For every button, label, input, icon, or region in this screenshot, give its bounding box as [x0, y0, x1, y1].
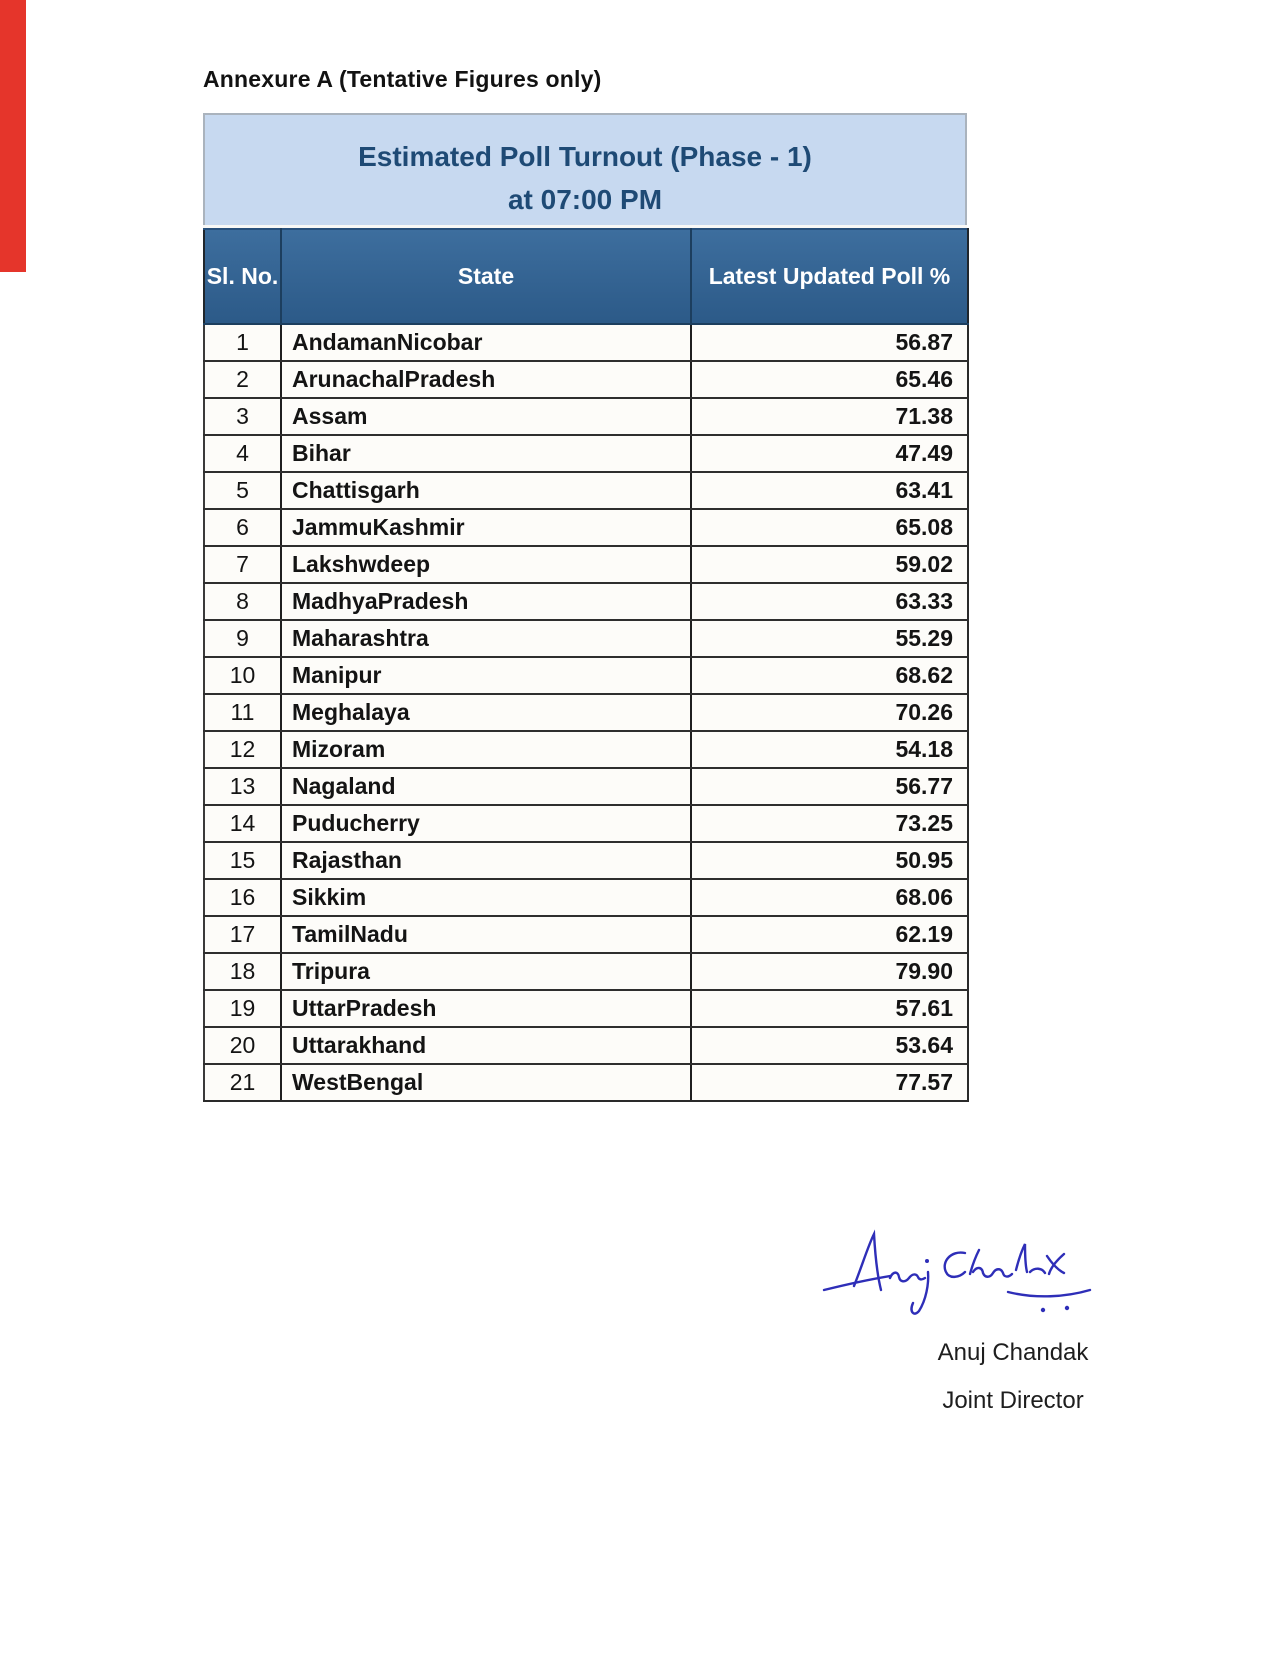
- cell-state: UttarPradesh: [281, 990, 691, 1027]
- table-row: [204, 879, 968, 916]
- cell-sl-no: 10: [204, 657, 281, 694]
- cell-state: Manipur: [281, 657, 691, 694]
- cell-poll: 73.25: [691, 805, 968, 842]
- cell-poll: 56.77: [691, 768, 968, 805]
- signature-ink: [810, 1226, 1110, 1326]
- annexure-heading: Annexure A (Tentative Figures only): [203, 66, 602, 92]
- cell-sl-no: 19: [204, 990, 281, 1027]
- cell-poll: 47.49: [691, 435, 968, 472]
- poll-turnout-table: [203, 113, 967, 1102]
- cell-poll: 56.87: [691, 324, 968, 361]
- cell-state: Chattisgarh: [281, 472, 691, 509]
- cell-state: WestBengal: [281, 1064, 691, 1101]
- cell-state: Assam: [281, 398, 691, 435]
- col-header-state: State: [281, 229, 691, 324]
- table-row: [204, 546, 968, 583]
- table-row: [204, 324, 968, 361]
- cell-state: AndamanNicobar: [281, 324, 691, 361]
- table-row: [204, 1064, 968, 1101]
- table-row: [204, 805, 968, 842]
- signatory-title: Joint Director: [942, 1387, 1084, 1414]
- header-row: [204, 229, 968, 324]
- table-row: [204, 620, 968, 657]
- cell-sl-no: 6: [204, 509, 281, 546]
- col-header-sl-no: Sl. No.: [204, 229, 281, 324]
- table-row: [204, 583, 968, 620]
- cell-poll: 59.02: [691, 546, 968, 583]
- cell-poll: 65.08: [691, 509, 968, 546]
- cell-state: Sikkim: [281, 879, 691, 916]
- cell-poll: 63.33: [691, 583, 968, 620]
- table-row: [204, 916, 968, 953]
- cell-state: Mizoram: [281, 731, 691, 768]
- cell-poll: 68.62: [691, 657, 968, 694]
- cell-sl-no: 13: [204, 768, 281, 805]
- table-row: [204, 435, 968, 472]
- cell-poll: 63.41: [691, 472, 968, 509]
- table-title-line2: at 07:00 PM: [507, 184, 663, 215]
- table-row: [204, 731, 968, 768]
- cell-sl-no: 9: [204, 620, 281, 657]
- red-stripe-marker: [0, 0, 26, 272]
- cell-poll: 62.19: [691, 916, 968, 953]
- cell-sl-no: 2: [204, 361, 281, 398]
- table-row: [204, 953, 968, 990]
- table-row: [204, 472, 968, 509]
- cell-state: Uttarakhand: [281, 1027, 691, 1064]
- table-row: [204, 657, 968, 694]
- table-row: [204, 1027, 968, 1064]
- cell-poll: 57.61: [691, 990, 968, 1027]
- cell-state: MadhyaPradesh: [281, 583, 691, 620]
- cell-state: Rajasthan: [281, 842, 691, 879]
- cell-sl-no: 17: [204, 916, 281, 953]
- cell-poll: 54.18: [691, 731, 968, 768]
- cell-poll: 71.38: [691, 398, 968, 435]
- cell-sl-no: 11: [204, 694, 281, 731]
- cell-state: TamilNadu: [281, 916, 691, 953]
- cell-poll: 50.95: [691, 842, 968, 879]
- cell-state: Bihar: [281, 435, 691, 472]
- col-header-poll-pct: Latest Updated Poll %: [691, 229, 968, 324]
- cell-state: Lakshwdeep: [281, 546, 691, 583]
- cell-state: ArunachalPradesh: [281, 361, 691, 398]
- signatory-block: [863, 1338, 1163, 1416]
- cell-sl-no: 5: [204, 472, 281, 509]
- cell-poll: 68.06: [691, 879, 968, 916]
- table-body: [204, 324, 968, 1101]
- table-title-line1: Estimated Poll Turnout (Phase - 1): [358, 141, 812, 172]
- signatory-name: Anuj Chandak: [937, 1339, 1089, 1366]
- table-row: [204, 361, 968, 398]
- cell-state: Maharashtra: [281, 620, 691, 657]
- cell-state: Meghalaya: [281, 694, 691, 731]
- cell-sl-no: 3: [204, 398, 281, 435]
- cell-sl-no: 16: [204, 879, 281, 916]
- table-row: [204, 694, 968, 731]
- cell-state: Tripura: [281, 953, 691, 990]
- cell-sl-no: 15: [204, 842, 281, 879]
- cell-sl-no: 7: [204, 546, 281, 583]
- cell-sl-no: 21: [204, 1064, 281, 1101]
- cell-sl-no: 20: [204, 1027, 281, 1064]
- table-title-band: [203, 113, 967, 225]
- cell-sl-no: 12: [204, 731, 281, 768]
- cell-state: Nagaland: [281, 768, 691, 805]
- poll-data-table: [203, 228, 969, 1102]
- cell-sl-no: 8: [204, 583, 281, 620]
- cell-poll: 79.90: [691, 953, 968, 990]
- table-row: [204, 768, 968, 805]
- table-row: [204, 398, 968, 435]
- cell-state: JammuKashmir: [281, 509, 691, 546]
- cell-sl-no: 4: [204, 435, 281, 472]
- cell-sl-no: 14: [204, 805, 281, 842]
- cell-poll: 55.29: [691, 620, 968, 657]
- table-row: [204, 990, 968, 1027]
- cell-poll: 53.64: [691, 1027, 968, 1064]
- table-row: [204, 842, 968, 879]
- cell-state: Puducherry: [281, 805, 691, 842]
- table-row: [204, 509, 968, 546]
- cell-poll: 77.57: [691, 1064, 968, 1101]
- cell-sl-no: 18: [204, 953, 281, 990]
- cell-poll: 65.46: [691, 361, 968, 398]
- cell-poll: 70.26: [691, 694, 968, 731]
- cell-sl-no: 1: [204, 324, 281, 361]
